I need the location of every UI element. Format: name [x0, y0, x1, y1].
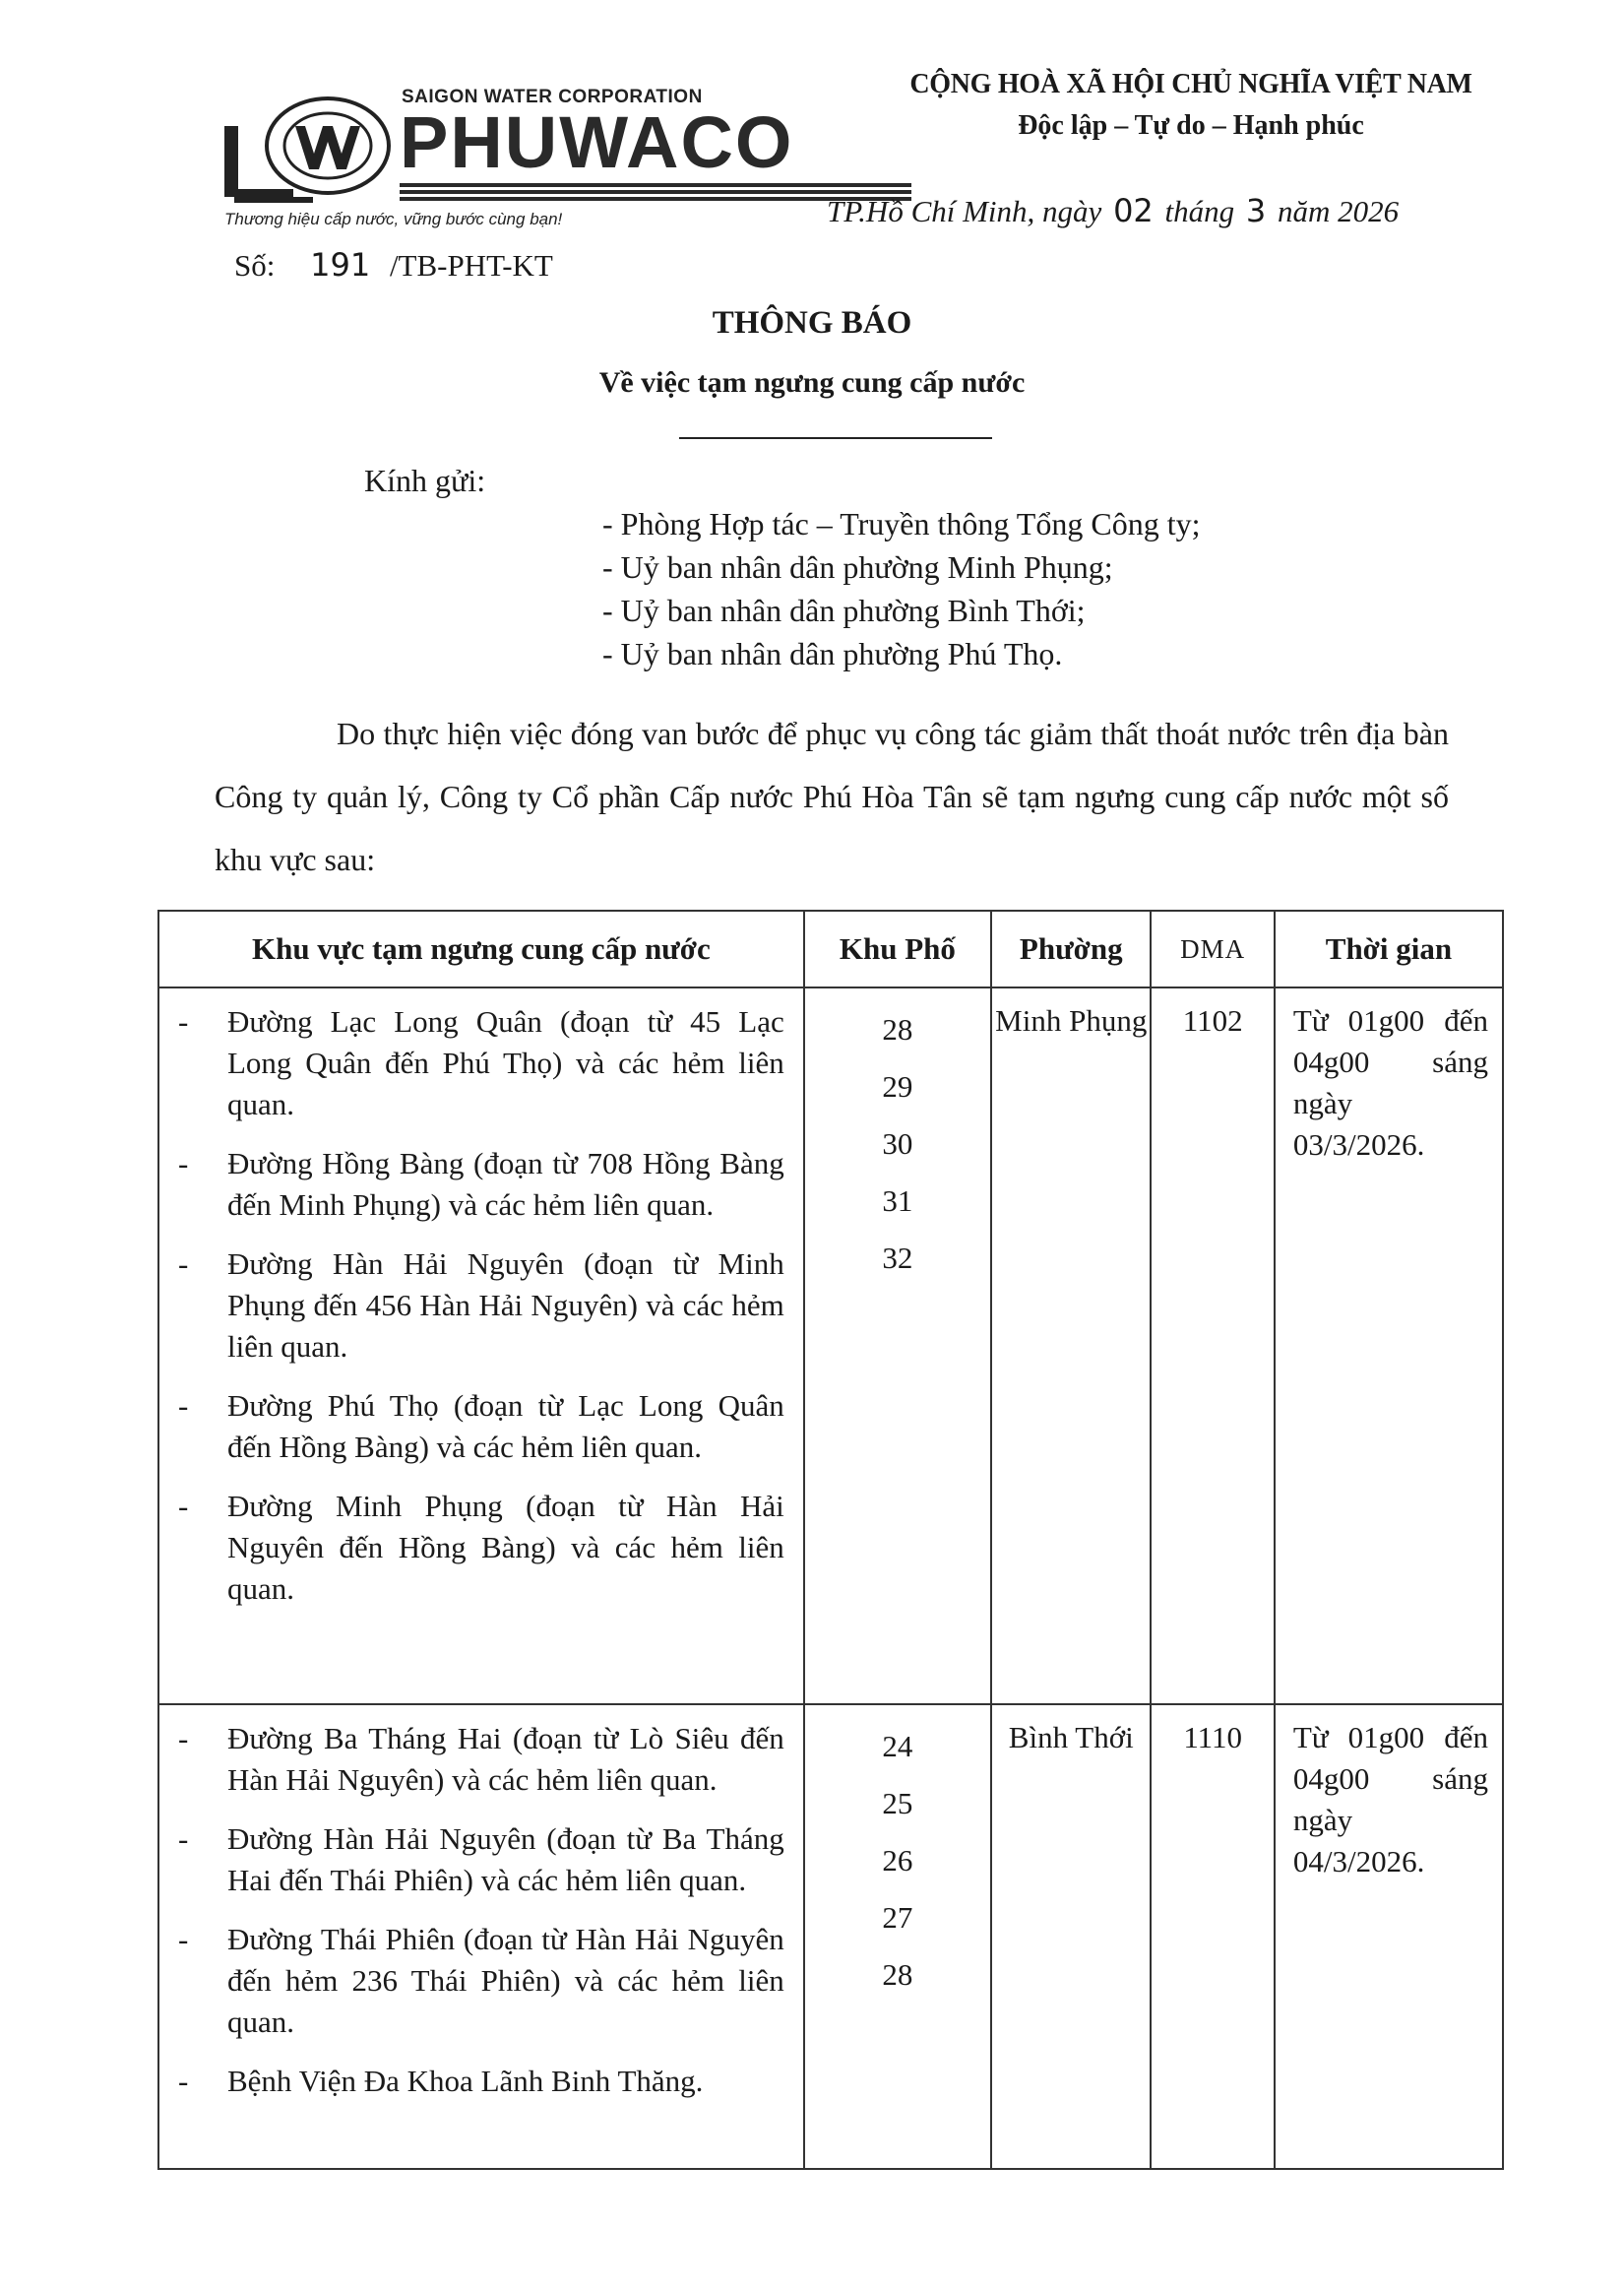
header-dma: DMA — [1151, 911, 1274, 987]
area-item: - Đường Hàn Hải Nguyên (đoạn từ Minh Phụng đến 456 Hàn Hải Nguyên) và các hẻm liên quan. — [178, 1243, 784, 1368]
khu-pho-list — [806, 989, 989, 1287]
slogan: Thương hiệu cấp nước, vững bước cùng bạn! — [224, 210, 563, 228]
area-item: - Đường Ba Tháng Hai (đoạn từ Lò Siêu đến Hàn Hải Nguyên) và các hẻm liên quan. — [178, 1718, 784, 1801]
document-number — [234, 246, 553, 284]
recipient-list — [602, 502, 1200, 675]
suspension-table — [157, 910, 1504, 2170]
table-row — [158, 987, 1503, 1704]
area-item: - Đường Thái Phiên (đoạn từ Hàn Hải Nguyên đến hẻm 236 Thái Phiên) và các hẻm liên quan. — [178, 1919, 784, 2043]
khu-pho-item: 26 — [882, 1843, 913, 1878]
page-title: THÔNG BÁO — [712, 305, 912, 341]
recipient-item: - Uỷ ban nhân dân phường Minh Phụng; — [602, 549, 1113, 585]
table-header-row — [158, 911, 1503, 987]
recipient-item: - Uỷ ban nhân dân phường Bình Thới; — [602, 593, 1086, 628]
national-title: CỘNG HOÀ XÃ HỘI CHỦ NGHĨA VIỆT NAM — [909, 69, 1472, 99]
greeting: Kính gửi: — [364, 463, 486, 498]
date-month: 3 — [1245, 192, 1267, 229]
brand-name: PHUWACO — [400, 101, 794, 183]
area-cell — [158, 1704, 804, 2169]
khu-pho-item: 29 — [882, 1069, 913, 1104]
phuwaco-emblem-icon — [224, 87, 402, 205]
phuong-cell: Bình Thới — [991, 1704, 1151, 2169]
intro-paragraph: Do thực hiện việc đóng van bước để phục vụ công tác giảm thất thoát nước trên địa bàn Công ty quản lý, Công ty Cổ phần Cấp nước Phú Hòa Tân sẽ tạm ngưng cung cấp nước một số khu vực sau: — [215, 716, 1449, 877]
table-row — [158, 1704, 1503, 2169]
khu-pho-item: 32 — [882, 1241, 913, 1275]
date-day: 02 — [1113, 192, 1154, 229]
date-month-label: tháng — [1164, 194, 1235, 228]
area-item: - Đường Lạc Long Quân (đoạn từ 45 Lạc Long Quân đến Phú Thọ) và các hẻm liên quan. — [178, 1001, 784, 1125]
khu-pho-item: 24 — [882, 1729, 913, 1763]
date-prefix: TP.Hồ Chí Minh, ngày — [827, 194, 1102, 228]
area-cell — [158, 987, 804, 1704]
doc-number-suffix: /TB-PHT-KT — [389, 248, 553, 283]
area-item: - Đường Hàn Hải Nguyên (đoạn từ Ba Tháng Hai đến Thái Phiên) và các hẻm liên quan. — [178, 1818, 784, 1901]
dma-cell: 1102 — [1151, 987, 1274, 1704]
recipient-item: - Uỷ ban nhân dân phường Phú Thọ. — [602, 636, 1063, 671]
recipient-item: - Phòng Hợp tác – Truyền thông Tổng Công ty; — [602, 506, 1201, 541]
area-list — [160, 1706, 802, 2120]
date-year: năm 2026 — [1278, 194, 1400, 228]
khu-pho-item: 27 — [882, 1900, 913, 1935]
khu-pho-cell — [804, 987, 991, 1704]
area-item: - Đường Phú Thọ (đoạn từ Lạc Long Quân đến Hồng Bàng) và các hẻm liên quan. — [178, 1385, 784, 1468]
phuong-cell: Minh Phụng — [991, 987, 1151, 1704]
khu-pho-item: 31 — [882, 1183, 913, 1218]
header-phuong: Phường — [991, 911, 1151, 987]
header-khu-pho: Khu Phố — [804, 911, 991, 987]
time-cell: Từ 01g00 đến 04g00 sáng ngày 04/3/2026. — [1275, 1704, 1503, 2169]
issue-date — [827, 192, 1399, 229]
khu-pho-list — [806, 1706, 989, 2004]
header-area: Khu vực tạm ngưng cung cấp nước — [158, 911, 804, 987]
time-cell: Từ 01g00 đến 04g00 sáng ngày 03/3/2026. — [1275, 987, 1503, 1704]
area-item: - Bệnh Viện Đa Khoa Lãnh Binh Thăng. — [178, 2061, 784, 2102]
title-divider — [679, 437, 992, 439]
khu-pho-item: 25 — [882, 1786, 913, 1820]
khu-pho-item: 30 — [882, 1126, 913, 1161]
page-subtitle: Về việc tạm ngưng cung cấp nước — [598, 366, 1026, 399]
area-item: - Đường Minh Phụng (đoạn từ Hàn Hải Nguyên đến Hồng Bàng) và các hẻm liên quan. — [178, 1486, 784, 1610]
header-time: Thời gian — [1275, 911, 1503, 987]
corp-name: SAIGON WATER CORPORATION — [402, 87, 703, 107]
area-list — [160, 989, 802, 1627]
national-motto: Độc lập – Tự do – Hạnh phúc — [1018, 110, 1364, 141]
dma-cell: 1110 — [1151, 1704, 1274, 2169]
khu-pho-item: 28 — [882, 1012, 913, 1047]
doc-number-prefix: Số: — [234, 248, 276, 283]
doc-number-value: 191 — [310, 246, 371, 284]
khu-pho-cell — [804, 1704, 991, 2169]
khu-pho-item: 28 — [882, 1957, 913, 1992]
area-item: - Đường Hồng Bàng (đoạn từ 708 Hồng Bàng đến Minh Phụng) và các hẻm liên quan. — [178, 1143, 784, 1226]
company-logo — [224, 77, 794, 234]
